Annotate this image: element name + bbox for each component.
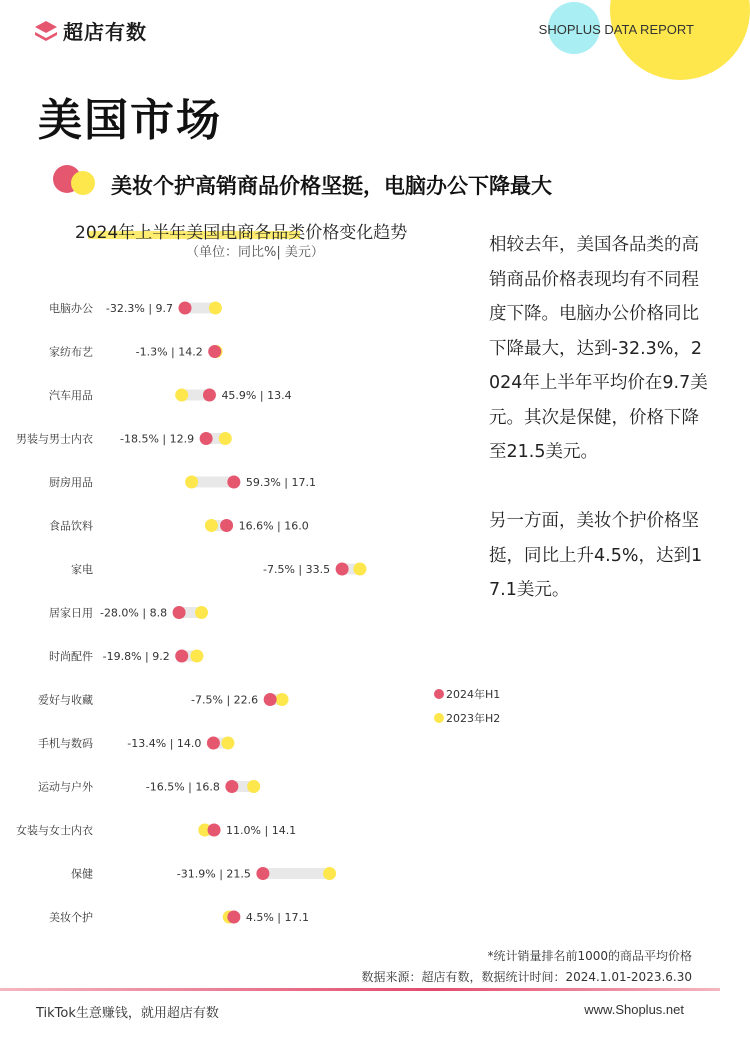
footnote: *统计销量排名前1000的商品平均价格 [487,949,692,963]
value-label: -18.5% | 12.9 [120,432,195,446]
chart-title: 2024年上半年美国电商各品类价格变化趋势 [75,223,408,243]
value-label: 45.9% | 13.4 [221,389,292,402]
brand-name: 超店有数 [63,20,147,44]
point-2023-h2 [190,650,203,663]
category-label: 家纺布艺 [49,345,93,359]
category-label: 手机与数码 [38,737,93,750]
point-2023-h2 [195,606,208,619]
category-label: 居家日用 [49,606,93,620]
point-2024-h1 [208,345,221,358]
data-source: 数据来源：超店有数，数据统计时间：2024.1.01-2023.6.30 [361,970,692,984]
point-2023-h2 [247,780,260,793]
value-label: 59.3% | 17.1 [245,476,317,489]
point-2024-h1 [264,693,277,706]
legend-swatch-2023-h2 [434,713,444,723]
value-label: -31.9% | 21.5 [176,867,251,881]
category-label: 保健 [71,867,93,881]
point-2023-h2 [219,432,232,445]
side-commentary: 相较去年，美国各品类的高销商品价格表现均有不同程度下降。电脑办公价格同比下降最大，达到-32.3%，2024年上半年平均价在9.7美元。其次是保健，价格下降至21.5美元。 另一方面，美妆个护价格坚挺，同比上升4.5%，达到17.1美元。 [489,235,708,600]
legend-label-2023-h2: 2023年H2 [446,712,501,725]
value-label: -13.4% | 14.0 [127,737,202,750]
chart-unit: （单位：同比%| 美元） [186,245,324,260]
value-label: -32.3% | 9.7 [105,302,174,315]
point-2024-h1 [225,780,238,793]
point-2024-h1 [179,302,192,315]
brand-logo-icon [33,18,59,44]
category-label: 厨房用品 [49,476,93,489]
point-2024-h1 [175,650,188,663]
footer-slogan: TikTok生意赚钱，就用超店有数 [36,1006,219,1021]
point-2023-h2 [353,563,366,576]
category-label: 男装与男士内衣 [16,432,93,446]
value-label: 11.0% | 14.1 [226,824,297,837]
category-label: 时尚配件 [49,650,93,663]
point-2024-h1 [203,389,216,402]
value-label: -1.3% | 14.2 [135,345,203,359]
point-2024-h1 [256,867,269,880]
point-2024-h1 [227,476,240,489]
category-label: 爱好与收藏 [38,693,93,707]
subtitle-dots-icon [52,162,100,198]
point-2023-h2 [175,389,188,402]
point-2024-h1 [208,824,221,837]
point-2024-h1 [200,432,213,445]
point-2023-h2 [276,693,289,706]
value-label: -7.5% | 22.6 [191,693,259,707]
point-2023-h2 [323,867,336,880]
category-label: 汽车用品 [49,389,93,402]
point-2023-h2 [221,737,234,750]
legend-label-2024-h1: 2024年H1 [446,688,501,701]
point-2024-h1 [173,606,186,619]
point-2023-h2 [185,476,198,489]
value-label: 16.6% | 16.0 [238,519,309,533]
category-label: 运动与户外 [38,780,93,794]
category-label: 美妆个护 [49,911,93,924]
category-label: 家电 [71,563,93,576]
legend-swatch-2024-h1 [434,689,444,699]
point-2023-h2 [205,519,218,532]
value-label: -7.5% | 33.5 [262,563,331,576]
report-tag: SHOPLUS DATA REPORT [538,22,694,37]
dumbbell-chart [0,280,501,940]
value-label: -28.0% | 8.8 [99,606,168,620]
page-subtitle: 美妆个护高销商品价格坚挺，电脑办公下降最大 [111,174,552,198]
corner-yellow-circle [610,0,750,80]
point-2024-h1 [227,911,240,924]
value-label: -19.8% | 9.2 [102,650,170,663]
category-label: 电脑办公 [49,302,93,315]
footer-website: www.Shoplus.net [584,1002,684,1017]
point-2024-h1 [336,563,349,576]
point-2024-h1 [207,737,220,750]
page-title: 美国市场 [38,95,222,146]
value-label: 4.5% | 17.1 [245,911,310,924]
footer-divider [0,988,720,991]
category-label: 食品饮料 [49,519,93,533]
point-2023-h2 [209,302,222,315]
point-2024-h1 [220,519,233,532]
value-label: -16.5% | 16.8 [145,780,220,794]
category-label: 女装与女士内衣 [16,824,93,837]
